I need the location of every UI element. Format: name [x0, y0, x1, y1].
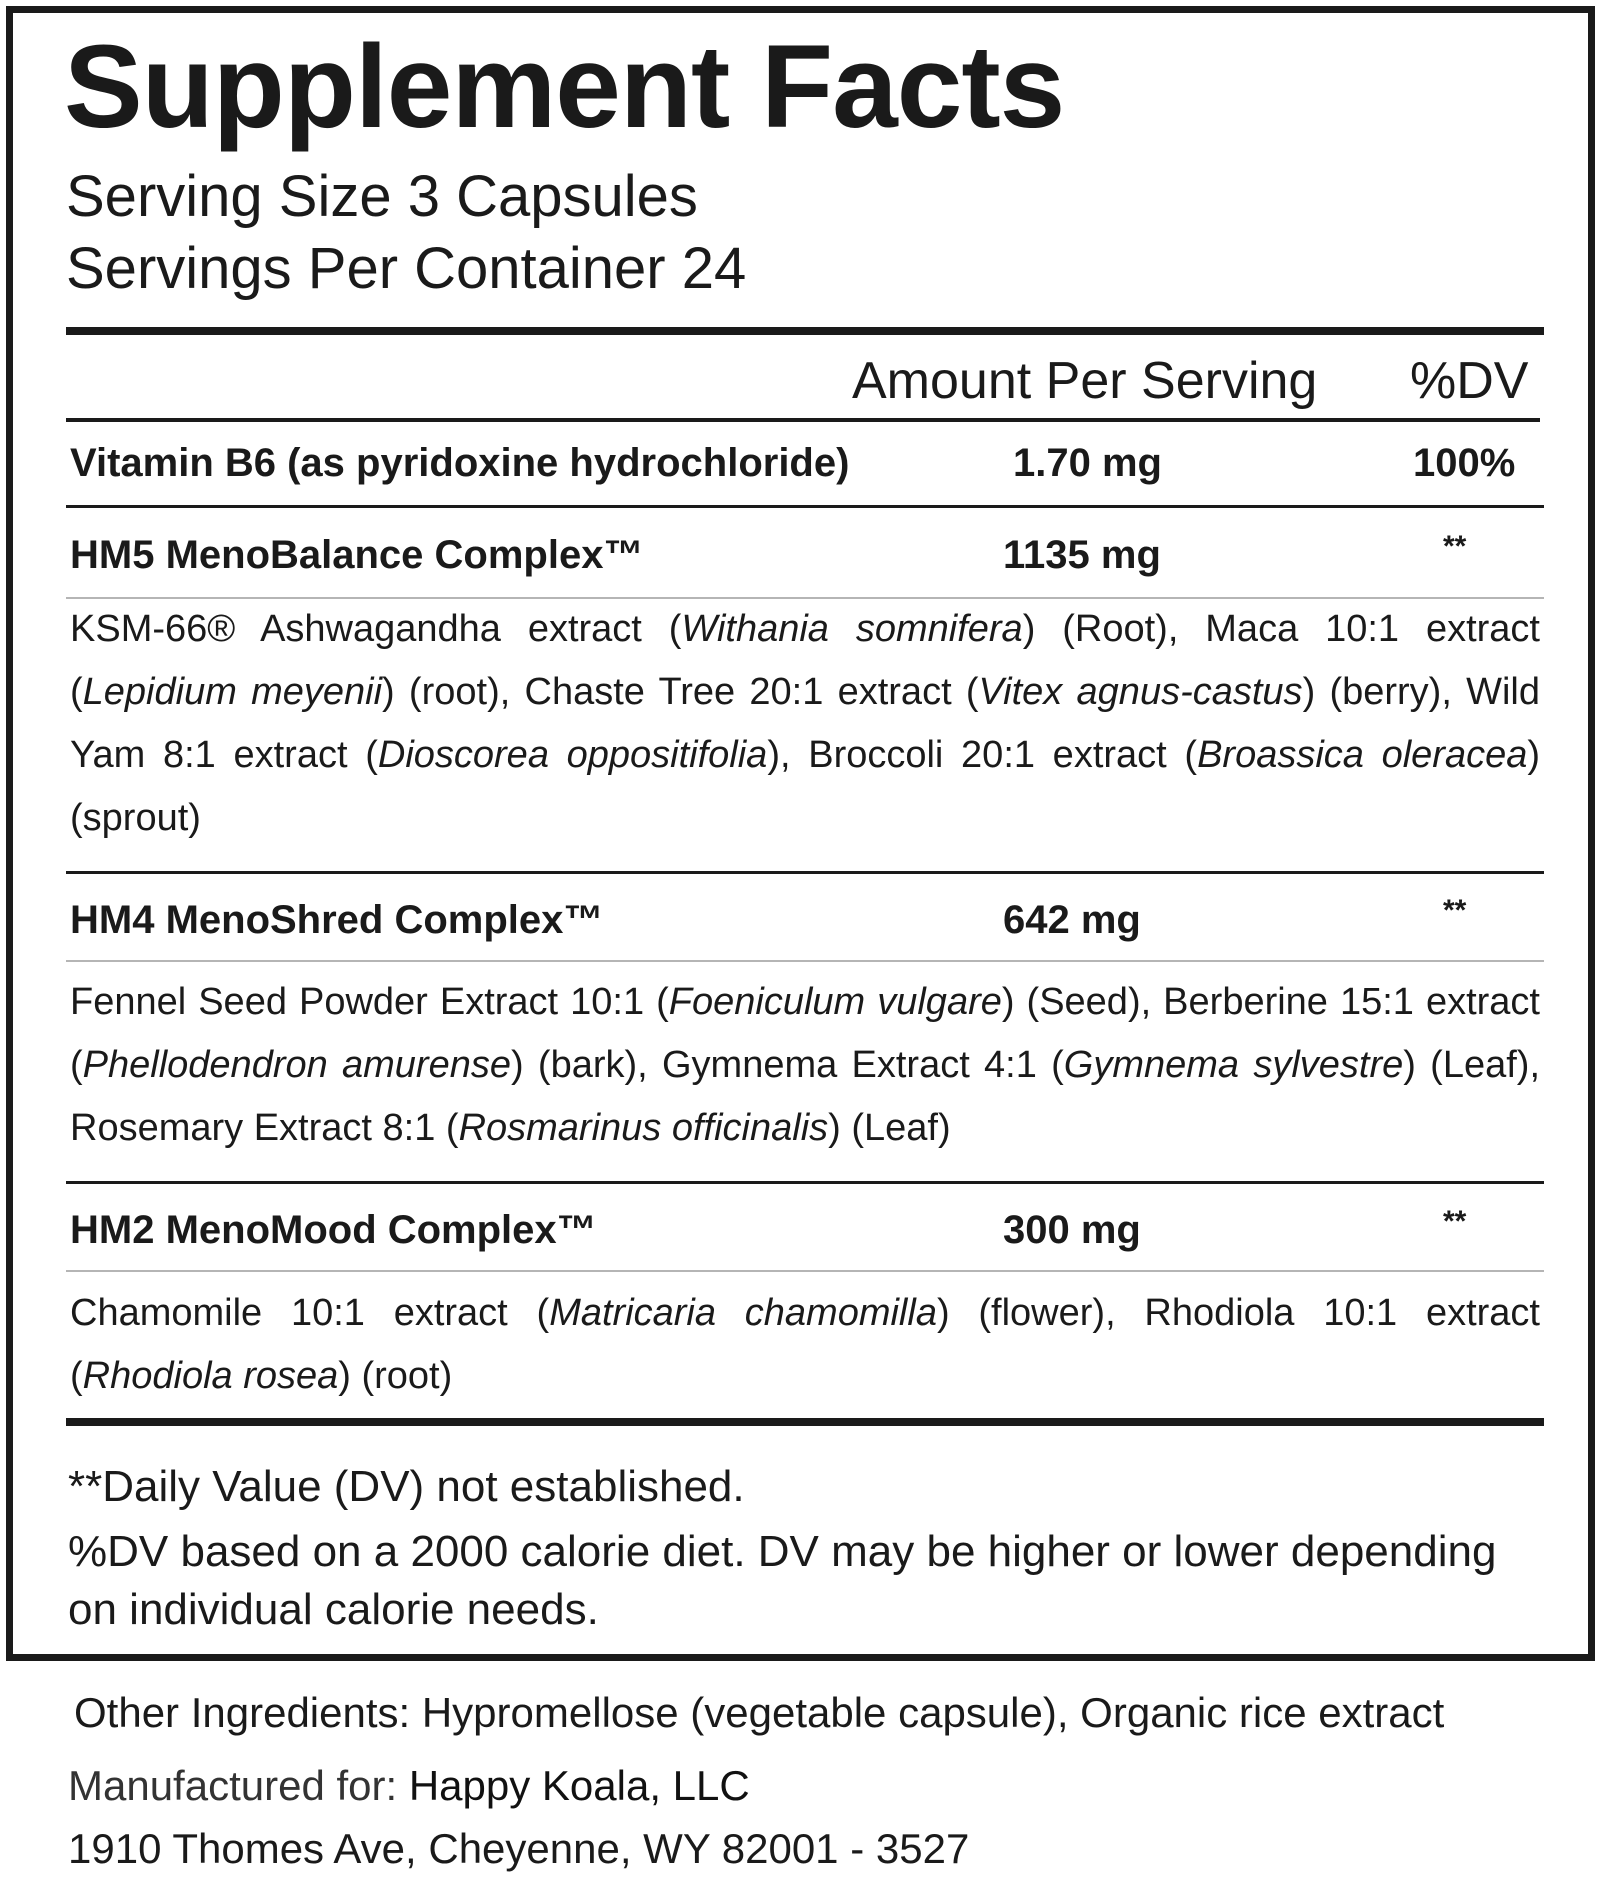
ingredient-text: ) (bark), Gymnema Extract 4:1 (: [511, 1044, 1064, 1086]
botanical-name: Dioscorea oppositifolia: [377, 734, 768, 776]
hm2-ingredients: [70, 1282, 1540, 1408]
manufacturer-name: Happy Koala, LLC: [408, 1762, 750, 1809]
hm4-complex-dv: **: [1443, 894, 1467, 927]
ingredient-text: ) (flower), Rhodiola 10:1 extract (: [70, 1292, 1540, 1397]
hm4-ingredients: [70, 971, 1540, 1160]
hm2-complex-amount: 300 mg: [1003, 1208, 1141, 1252]
servings-per-container: Servings Per Container 24: [66, 236, 747, 301]
botanical-name: Foeniculum vulgare: [668, 981, 1002, 1023]
hm4-complex-name: HM4 MenoShred Complex™: [70, 898, 604, 942]
thick-rule-top: [66, 327, 1544, 335]
botanical-name: Vitex agnus-castus: [978, 671, 1303, 713]
vitamin-b6-name: Vitamin B6 (as pyridoxine hydrochloride): [70, 441, 850, 485]
botanical-name: Withania somnifera: [681, 608, 1023, 650]
botanical-name: Rhodiola rosea: [82, 1355, 339, 1397]
hm5-complex-dv: **: [1443, 530, 1467, 563]
rule-below-header: [66, 418, 1540, 422]
hm5-complex-amount: 1135 mg: [1003, 533, 1161, 577]
footnote-dv-not-established: **Daily Value (DV) not established.: [68, 1462, 745, 1511]
rule-below-hm5: [66, 871, 1544, 874]
rule-below-vitamin: [66, 505, 1544, 508]
ingredient-text: KSM-66® Ashwagandha extract (: [70, 608, 682, 650]
botanical-name: Rosmarinus officinalis: [458, 1107, 829, 1149]
light-rule-hm2: [66, 1270, 1544, 1272]
ingredient-text: ) (Leaf), Rosemary Extract 8:1 (: [70, 1044, 1540, 1149]
botanical-name: Broassica oleracea: [1197, 734, 1528, 776]
ingredient-text: Fennel Seed Powder Extract 10:1 (: [70, 981, 669, 1023]
header-amount-per-serving: Amount Per Serving: [852, 352, 1318, 410]
ingredient-text: ) (root), Chaste Tree 20:1 extract (: [382, 671, 979, 713]
thick-rule-bottom: [66, 1418, 1544, 1426]
ingredient-text: ) (sprout): [70, 734, 1541, 839]
botanical-name: Phellodendron amurense: [82, 1044, 511, 1086]
footnote-dv-basis-line1: %DV based on a 2000 calorie diet. DV may be higher or lower depending: [68, 1527, 1497, 1576]
hm2-complex-dv: **: [1443, 1205, 1467, 1238]
manufactured-for: [68, 1762, 750, 1809]
other-ingredients: Other Ingredients: Hypromellose (vegetable capsule), Organic rice extract: [74, 1689, 1445, 1736]
ingredient-text: ) (berry), Wild Yam 8:1 extract (: [70, 671, 1540, 776]
ingredient-text: ) (Seed), Berberine 15:1 extract (: [70, 981, 1540, 1086]
rule-below-hm4: [66, 1181, 1544, 1184]
ingredient-text: Chamomile 10:1 extract (: [70, 1292, 550, 1334]
hm4-complex-amount: 642 mg: [1003, 898, 1141, 942]
header-dv: %DV: [1410, 352, 1529, 410]
footnote-dv-basis-line2: on individual calorie needs.: [68, 1585, 599, 1634]
ingredient-text: ), Broccoli 20:1 extract (: [767, 734, 1198, 776]
vitamin-b6-dv: 100%: [1413, 441, 1516, 485]
ingredient-text: ) (root): [338, 1355, 453, 1397]
hm2-complex-name: HM2 MenoMood Complex™: [70, 1208, 597, 1252]
botanical-name: Lepidium meyenii: [82, 671, 383, 713]
ingredient-text: ) (Root), Maca 10:1 extract (: [70, 608, 1540, 713]
hm5-ingredients: [70, 598, 1540, 850]
manufactured-for-label: Manufactured for:: [68, 1762, 409, 1809]
botanical-name: Gymnema sylvestre: [1063, 1044, 1404, 1086]
ingredient-text: ) (Leaf): [828, 1107, 951, 1149]
light-rule-hm4: [66, 960, 1544, 962]
panel-title: Supplement Facts: [64, 21, 1065, 153]
hm5-complex-name: HM5 MenoBalance Complex™: [70, 533, 644, 577]
botanical-name: Matricaria chamomilla: [549, 1292, 937, 1334]
serving-size: Serving Size 3 Capsules: [66, 164, 698, 229]
manufacturer-address: 1910 Thomes Ave, Cheyenne, WY 82001 - 3527: [68, 1825, 970, 1872]
vitamin-b6-amount: 1.70 mg: [1013, 441, 1162, 485]
